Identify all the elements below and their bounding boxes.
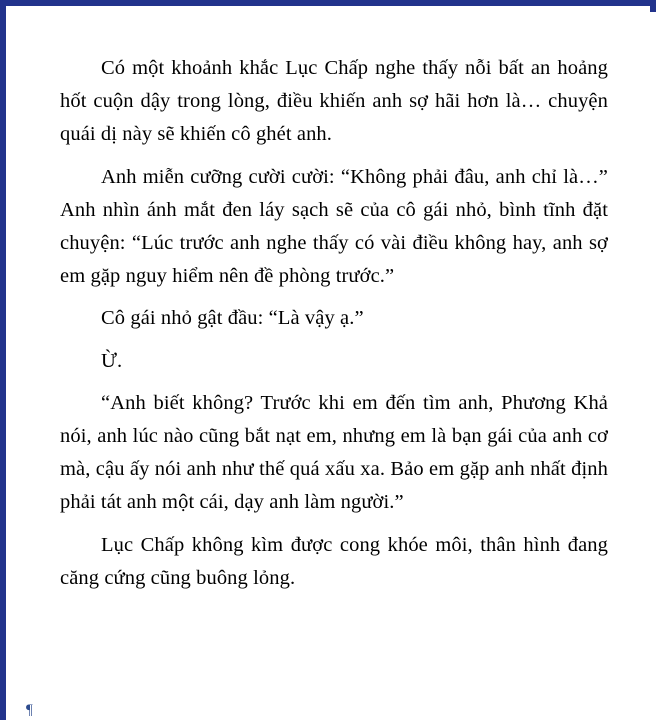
paragraph: Anh miễn cưỡng cười cười: “Không phải đâu, anh chỉ là…” Anh nhìn ánh mắt đen láy sạch sẽ của cô gái nhỏ, bình tĩnh đặt chuyện: “Lúc trước anh nghe thấy có vài điều không hay, anh sợ em gặp nguy hiểm nên đề phòng trước.” xyxy=(60,165,608,288)
paragraph: Có một khoảnh khắc Lục Chấp nghe thấy nỗi bất an hoảng hốt cuộn dậy trong lòng, điều khiến anh sợ hãi hơn là… chuyện quái dị này sẽ khiến cô ghét anh. xyxy=(60,57,608,146)
page-footer xyxy=(18,678,656,726)
pilcrow-icon: ¶ xyxy=(26,702,33,718)
document-page xyxy=(12,12,656,726)
paragraph: Lục Chấp không kìm được cong khóe môi, thân hình đang căng cứng cũng buông lỏng. xyxy=(60,533,608,589)
paragraph: Ừ. xyxy=(101,349,123,372)
paragraph: Cô gái nhỏ gật đầu: “Là vậy ạ.” xyxy=(101,307,364,330)
document-body xyxy=(12,12,656,595)
paragraph: “Anh biết không? Trước khi em đến tìm anh, Phương Khả nói, anh lúc nào cũng bắt nạt em, nhưng em là bạn gái của anh cơ mà, cậu ấy nói anh như thế quá xấu xa. Bảo em gặp anh nhất định phải tát anh một cái, dạy anh làm người.” xyxy=(60,391,608,514)
